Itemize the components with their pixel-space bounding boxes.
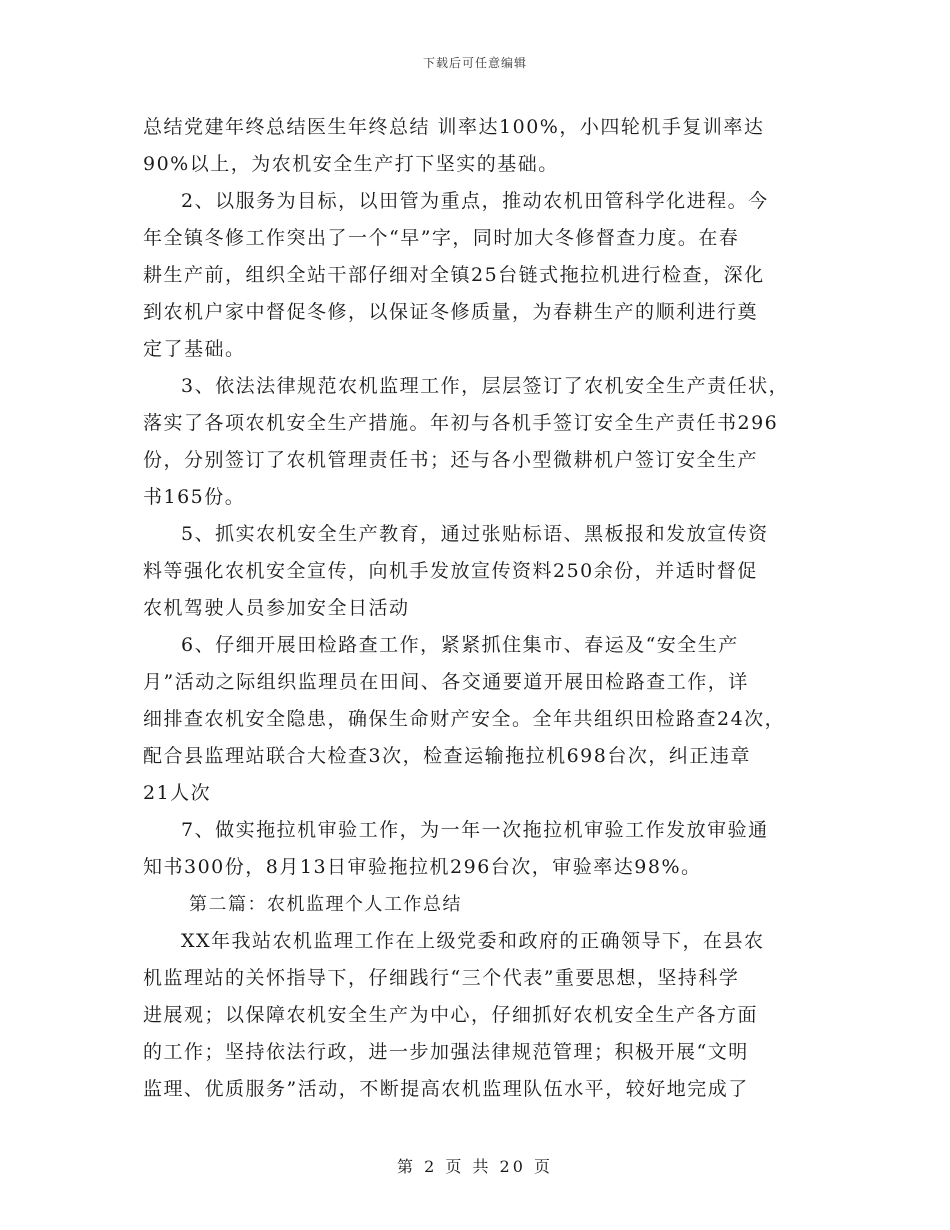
body-line: 落实了各项农机安全生产措施。年初与各机手签订安全生产责任书296 bbox=[143, 412, 779, 434]
body-line: 机监理站的关怀指导下，仔细践行“三个代表”重要思想，坚持科学 bbox=[143, 967, 740, 989]
body-line: 书165份。 bbox=[143, 486, 246, 508]
paragraph-start-line: 3、依法法律规范农机监理工作，层层签订了农机安全生产责任状， bbox=[181, 375, 790, 397]
body-line: 细排查农机安全隐患，确保生命财产安全。全年共组织田检路查24次， bbox=[143, 708, 786, 730]
body-line: 月”活动之际组织监理员在田间、各交通要道开展田检路查工作，详 bbox=[143, 671, 749, 693]
body-line: 监理、优质服务”活动，不断提高农机监理队伍水平，较好地完成了 bbox=[143, 1078, 749, 1100]
document-body bbox=[143, 109, 809, 1108]
body-line: 定了基础。 bbox=[143, 338, 246, 360]
body-line: 料等强化农机安全宣传，向机手发放宣传资料250余份，并适时督促 bbox=[143, 560, 758, 582]
body-line: 的工作；坚持依法行政，进一步加强法律规范管理；积极开展“文明 bbox=[143, 1041, 749, 1063]
paragraph-start-line: 2、以服务为目标，以田管为重点，推动农机田管科学化进程。今 bbox=[181, 190, 769, 212]
paragraph-start-line: 7、做实拖拉机审验工作，为一年一次拖拉机审验工作发放审验通 bbox=[181, 819, 769, 841]
body-line: 农机驾驶人员参加安全日活动 bbox=[143, 597, 410, 619]
body-line: 配合县监理站联合大检查3次，检查运输拖拉机698台次，纠正违章 bbox=[143, 745, 751, 767]
section-heading: 第二篇：农机监理个人工作总结 bbox=[189, 894, 462, 915]
paragraph-start-line: 6、仔细开展田检路查工作，紧紧抓住集市、春运及“安全生产 bbox=[181, 634, 739, 656]
body-line: 耕生产前，组织全站干部仔细对全镇25台链式拖拉机进行检查，深化 bbox=[143, 264, 765, 286]
page-header-note: 下载后可任意编辑 bbox=[422, 56, 527, 70]
paragraph-start-line: 5、抓实农机安全生产教育，通过张贴标语、黑板报和发放宣传资 bbox=[181, 523, 769, 545]
body-line: 知书300份，8月13日审验拖拉机296台次，审验率达98%。 bbox=[143, 856, 702, 878]
body-line: 年全镇冬修工作突出了一个“早”字，同时加大冬修督查力度。在春 bbox=[143, 227, 740, 249]
body-line: 90%以上，为农机安全生产打下坚实的基础。 bbox=[143, 153, 559, 175]
body-line: 21人次 bbox=[143, 782, 212, 804]
page-number-footer: 第 2 页 共 20 页 bbox=[397, 1157, 553, 1176]
body-line: 到农机户家中督促冬修，以保证冬修质量，为春耕生产的顺利进行奠 bbox=[143, 301, 759, 323]
body-line: 份，分别签订了农机管理责任书；还与各小型微耕机户签订安全生产 bbox=[143, 449, 759, 471]
paragraph-start-line: XX年我站农机监理工作在上级党委和政府的正确领导下，在县农 bbox=[181, 930, 765, 952]
body-line: 进展观；以保障农机安全生产为中心，仔细抓好农机安全生产各方面 bbox=[143, 1004, 759, 1026]
body-line: 总结党建年终总结医生年终总结 训率达100%，小四轮机手复训率达 bbox=[143, 116, 765, 138]
